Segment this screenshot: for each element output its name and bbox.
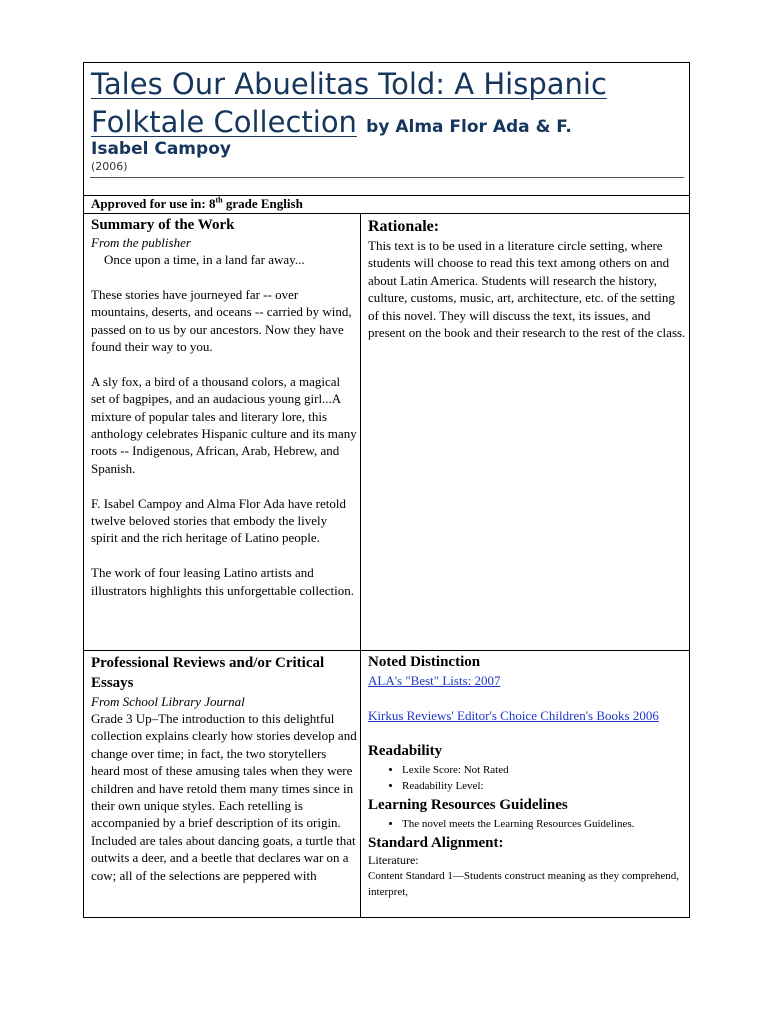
summary-paragraph: Once upon a time, in a land far away... xyxy=(91,252,305,267)
guidelines-item: • The novel meets the Learning Resources Guidelines. xyxy=(402,816,686,832)
distinction-link-kirkus[interactable]: Kirkus Reviews' Editor's Choice Children's Books 2006 xyxy=(368,708,659,723)
column-divider xyxy=(360,214,361,917)
rationale-cell xyxy=(368,218,686,648)
alignment-standard: Content Standard 1—Students construct meaning as they comprehend, interpret, xyxy=(368,870,679,898)
header-section xyxy=(84,63,689,196)
readability-heading: Readability xyxy=(368,743,443,759)
alignment-heading: Standard Alignment: xyxy=(368,835,504,851)
row-divider xyxy=(84,650,689,651)
summary-source: From the publisher xyxy=(91,235,191,250)
header-divider xyxy=(90,177,684,178)
summary-paragraph: A sly fox, a bird of a thousand colors, a magical set of bagpipes, and an audacious young girl...A mixture of popular tales and literary lore, this anthology celebrates Hispanic culture and its many roots -- Indigenous, African, Arab, Hebrew, and Spanish. xyxy=(91,373,357,476)
summary-paragraph: These stories have journeyed far -- over mountains, deserts, and oceans -- carried by wind, passed on to us by our ancestors. Now they have found their way to you. xyxy=(91,286,352,355)
distinction-heading: Noted Distinction xyxy=(368,654,481,670)
rationale-text: This text is to be used in a literature circle setting, where students will choose to read this text among others on and about Latin America. Students will research the history, culture, customs, music, art, architecture, etc. of the setting of this novel. They will discuss the text, its issues, and present on the book and their research to the rest of the class. xyxy=(368,238,686,341)
guidelines-list xyxy=(368,816,686,832)
summary-paragraph: The work of four leasing Latino artists and illustrators highlights this unforgettable collection. xyxy=(91,565,354,598)
readability-item: • Lexile Score: Not Rated xyxy=(402,762,686,778)
distinction-link-ala[interactable]: ALA's "Best" Lists: 2007 xyxy=(368,673,501,688)
publication-year: (2006) xyxy=(91,160,128,173)
distinction-cell xyxy=(368,653,686,917)
approved-label: Approved for use in: 8 xyxy=(91,196,216,211)
summary-heading: Summary of the Work xyxy=(91,217,235,233)
summary-paragraph: F. Isabel Campoy and Alma Flor Ada have retold twelve beloved stories that embody the lively spirit and the rich heritage of Latino people. xyxy=(91,495,346,546)
reviews-source: From School Library Journal xyxy=(91,694,245,709)
document-form xyxy=(83,62,690,918)
book-title-block xyxy=(91,65,689,146)
approved-grade-subject: grade English xyxy=(222,196,303,211)
summary-cell xyxy=(91,216,357,648)
approved-for-use-row xyxy=(84,195,689,214)
reviews-heading: Professional Reviews and/or Critical Essays xyxy=(91,655,325,691)
book-title: Tales Our Abuelitas Told: A Hispanic Folktale Collection xyxy=(91,67,607,139)
guidelines-heading: Learning Resources Guidelines xyxy=(368,797,568,813)
reviews-text: Grade 3 Up–The introduction to this delightful collection explains clearly how stories develop and change over time; in fact, the two storytellers heard most of these amusing tales when they were children and have retold them many times since in their own unique styles. Each retelling is accompanied by a brief description of its origin. Included are tales about dancing goats, a turtle that outwits a deer, and a beetle that declares war on a cow; all of the selections are peppered with xyxy=(91,711,357,883)
readability-item: • Readability Level: xyxy=(402,778,686,794)
reviews-cell xyxy=(91,653,357,917)
readability-list xyxy=(368,762,686,794)
rationale-heading: Rationale: xyxy=(368,218,440,235)
summary-text xyxy=(91,251,357,599)
grade-ordinal: th xyxy=(215,195,223,205)
alignment-subject: Literature: xyxy=(368,853,419,867)
author-byline-continued: Isabel Campoy xyxy=(91,139,231,159)
author-byline: by Alma Flor Ada & F. xyxy=(366,117,572,137)
